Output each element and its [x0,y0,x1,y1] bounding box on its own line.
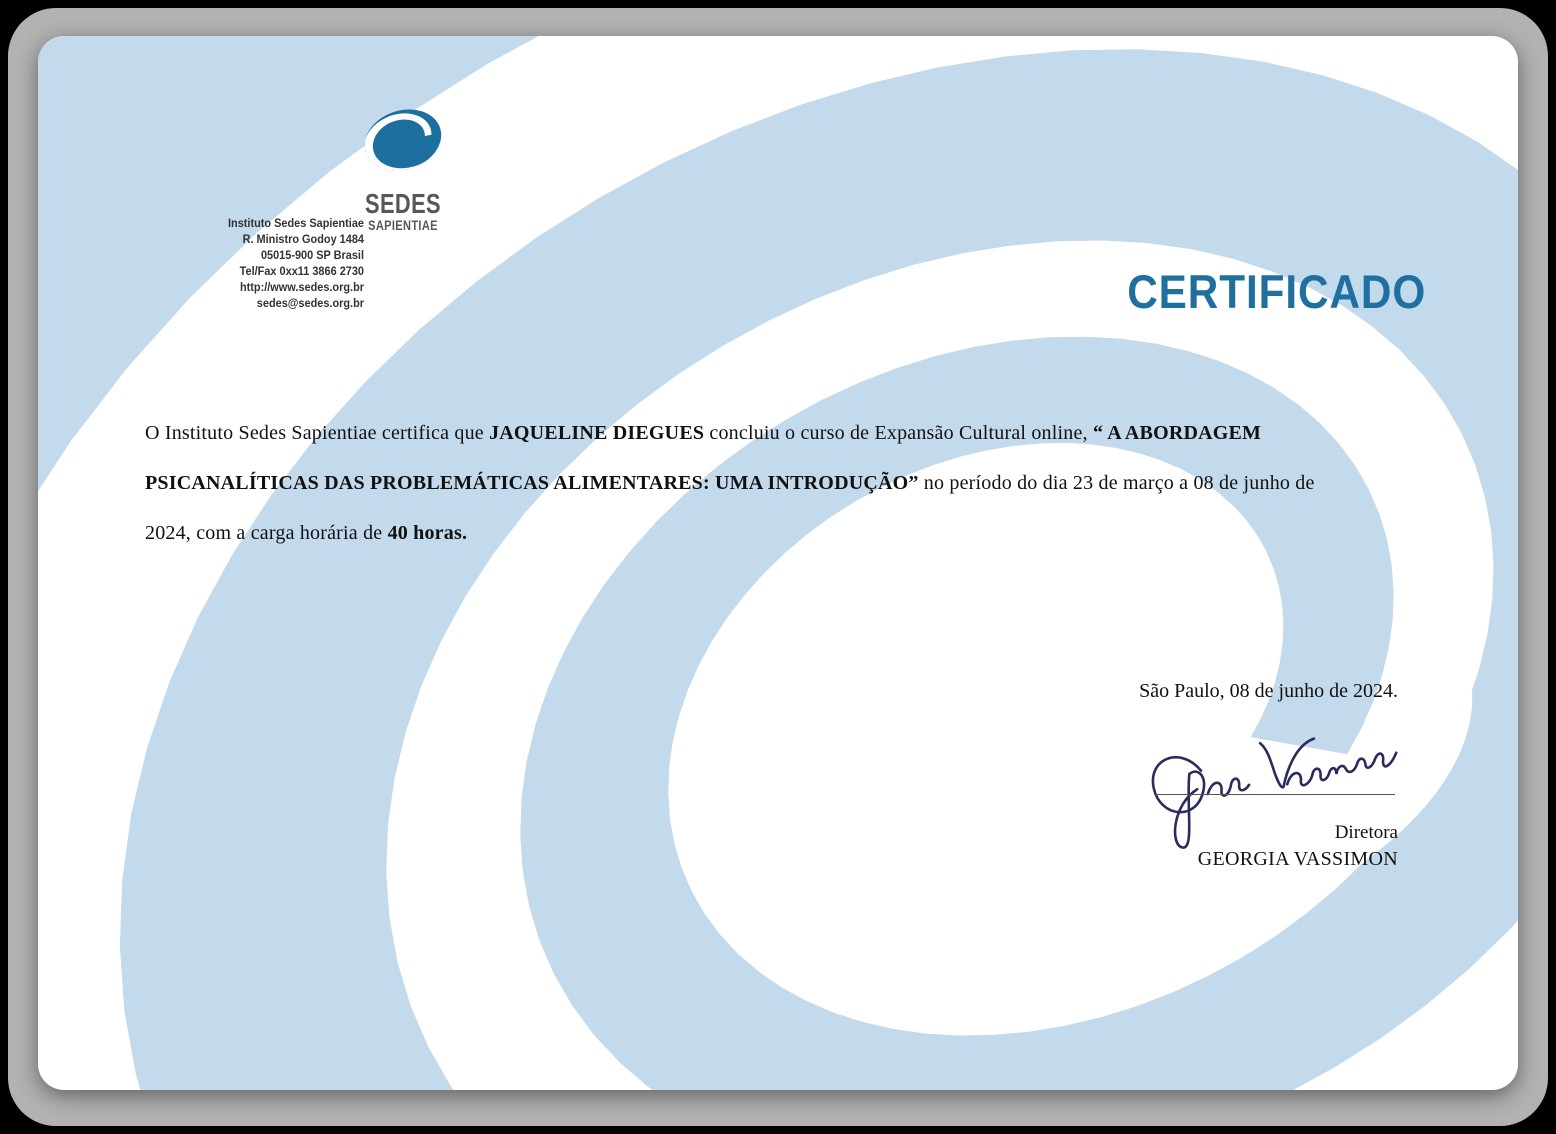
body-line-3 [145,508,1458,558]
contact-line-website: http://www.sedes.org.br [239,282,364,294]
body-text-segment: 2024, com a carga horária de [145,522,388,544]
body-line-2 [145,458,1458,508]
certificate-body [145,408,1458,558]
course-name-part1: “ A ABORDAGEM [1092,422,1262,444]
contact-line-email: sedes@sedes.org.br [256,298,364,310]
institute-logo-block [338,96,468,233]
contact-line-institute: Instituto Sedes Sapientiae [228,218,364,230]
logo-wordmark-top: SEDES [364,188,442,219]
place-and-date: São Paulo, 08 de junho de 2024. [1139,680,1398,702]
signer-credits [1198,820,1398,873]
course-name-part2: PSICANALÍTICAS DAS PROBLEMÁTICAS ALIMENTARES: UMA INTRODUÇÃO” [145,472,919,494]
body-text-segment: O Instituto Sedes Sapientiae certifica que [145,422,490,444]
institute-contact-block [79,216,364,312]
contact-line-street: R. Ministro Godoy 1484 [242,234,364,246]
course-hours: 40 horas. [387,522,468,544]
signature-line [1155,794,1395,795]
signer-name: GEORGIA VASSIMON [1197,848,1398,870]
logo-wordmark-bottom: SAPIENTIAE [368,218,438,233]
sedes-swirl-logo-icon [353,96,453,188]
contact-line-zip: 05015-900 SP Brasil [260,250,364,262]
body-line-1 [145,408,1458,458]
student-name: JAQUELINE DIEGUES [489,422,705,444]
body-text-segment: concluiu o curso de Expansão Cultural online, [704,422,1093,444]
signer-role: Diretora [1334,822,1398,843]
certificate-page [38,36,1518,1090]
certificate-title: CERTIFICADO [1127,265,1426,318]
course-period: no período do dia 23 de março a 08 de junho de [918,472,1315,494]
contact-line-phone: Tel/Fax 0xx11 3866 2730 [239,266,364,278]
swirl-background-art [38,36,1518,1090]
